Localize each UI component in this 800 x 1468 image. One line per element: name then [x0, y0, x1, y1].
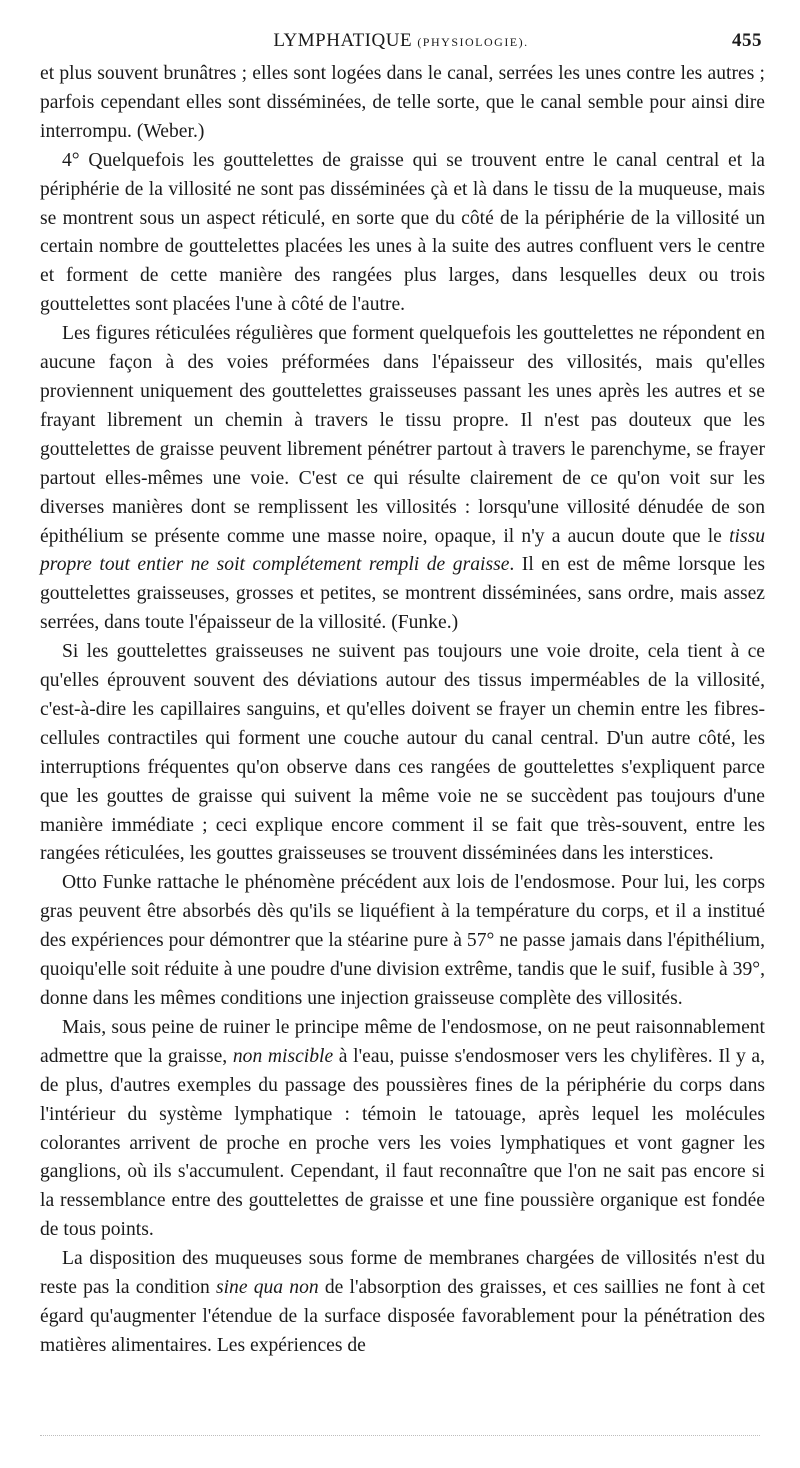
paragraph: [40, 1245, 765, 1361]
italic-run: tissu propre tout entier ne soit complétement rempli de graisse: [40, 525, 765, 576]
text-run: La disposition des muqueuses sous forme de membranes chargées de villosités n'est du reste pas la condition: [40, 1248, 765, 1299]
italic-run: non miscible: [232, 1045, 334, 1067]
italic-run: sine qua non: [215, 1277, 319, 1299]
text-run: à l'eau, puisse s'endosmoser vers les chylifères. Il y a, de plus, d'autres exemples du passage des poussières fines de la périphérie du corps dans l'intérieur du système lymphatique : témoin le tatouage, après lequel les molécules colorantes arrivent de proche en proche vers les voies lymphatiques et vont gagner les ganglions, où ils s'accumulent. Cependant, il faut reconnaître que l'on ne sait pas encore si la ressemblance entre des gouttelettes de graisse et une fine poussière organique est fondée de tous points.: [40, 1045, 765, 1241]
text-run: Otto Funke rattache le phénomène précédent aux lois de l'endosmose. Pour lui, les corps gras peuvent être absorbés dès qu'ils se liquéfient à la température du corps, et il a institué des expériences pour démontrer que la stéarine pure à 57° ne passe jamais dans l'épithélium, quoiqu'elle soit réduite à une poudre d'une division extrême, tandis que le suif, fusible à 39°, donne dans les mêmes conditions une injection graisseuse complète des villosités.: [40, 872, 765, 1009]
paragraph: [40, 147, 765, 320]
text-run: . Il en est de même lorsque les gouttelettes graisseuses, grosses et petites, se montrent disséminées, sans ordre, mais assez serrées, dans toute l'épaisseur de la villosité. (Funke.): [40, 554, 765, 634]
running-title: [40, 30, 762, 52]
running-title-main: LYMPHATIQUE: [273, 30, 413, 51]
paragraph: [40, 869, 765, 1014]
paragraph: [40, 320, 765, 638]
running-title-sub: (PHYSIOLOGIE).: [417, 35, 529, 49]
page-number: 455: [732, 30, 762, 51]
paragraph: [40, 638, 765, 869]
text-run: 4° Quelquefois les gouttelettes de graisse qui se trouvent entre le canal central et la périphérie de la villosité ne sont pas disséminées çà et là dans le tissu de la muqueuse, mais se montrent sous un aspect réticulé, en sorte que du côté de la périphérie de la villosité un certain nombre de gouttelettes placées les unes à la suite des autres confluent vers le centre et forment de cette manière des rangées plus larges, dans lesquelles deux ou trois gouttelettes sont placées l'une à côté de l'autre.: [40, 149, 765, 316]
body-text: [40, 60, 765, 1361]
paragraph: [40, 60, 765, 147]
text-run: Mais, sous peine de ruiner le principe même de l'endosmose, on ne peut raisonnablement admettre que la graisse,: [40, 1016, 765, 1067]
text-run: Si les gouttelettes graisseuses ne suivent pas toujours une voie droite, cela tient à ce qu'elles éprouvent souvent des déviations autour des tissus imperméables de la villosité, c'est-à-dire les capillaires sanguins, et qu'elles doivent se frayer un chemin entre les fibres-cellules contractiles qui forment une couche autour du canal central. D'un autre côté, les interruptions fréquentes qu'on observe dans ces rangées de gouttelettes s'expliquent parce que les gouttes de graisse qui suivent la même voie ne se succèdent pas toujours d'une manière immédiate ; ceci explique encore comment il se fait que très-souvent, entre les rangées réticulées, les gouttes graisseuses se trouvent disséminées dans les interstices.: [40, 641, 765, 865]
text-run: Les figures réticulées régulières que forment quelquefois les gouttelettes ne répondent en aucune façon à des voies préformées dans l'épaisseur des villosités, mais qu'elles proviennent uniquement des gouttelettes graisseuses passant les unes après les autres et se frayant librement un chemin à travers le tissu propre. Il n'est pas douteux que les gouttelettes de graisse peuvent librement pénétrer partout à travers le parenchyme, se frayer partout elles-mêmes une voie. C'est ce qui résulte clairement de ce qu'on voit sur les diverses manières dont se remplissent les villosités : lorsqu'une villosité dénudée de son épithélium se présente comme une masse noire, opaque, il n'y a aucun doute que le: [40, 323, 765, 547]
bottom-rule: [40, 1435, 760, 1436]
paragraph: [40, 1014, 765, 1245]
text-run: et plus souvent brunâtres ; elles sont logées dans le canal, serrées les unes contre les autres ; parfois cependant elles sont disséminées, de telle sorte, que le canal semble pour ainsi dire interrompu. (Weber.): [40, 63, 765, 142]
text-run: de l'absorption des graisses, et ces saillies ne font à cet égard qu'augmenter l'étendue de la surface disposée favorablement pour la pénétration des matières alimentaires. Les expériences de: [40, 1277, 766, 1356]
running-header: [40, 30, 762, 60]
